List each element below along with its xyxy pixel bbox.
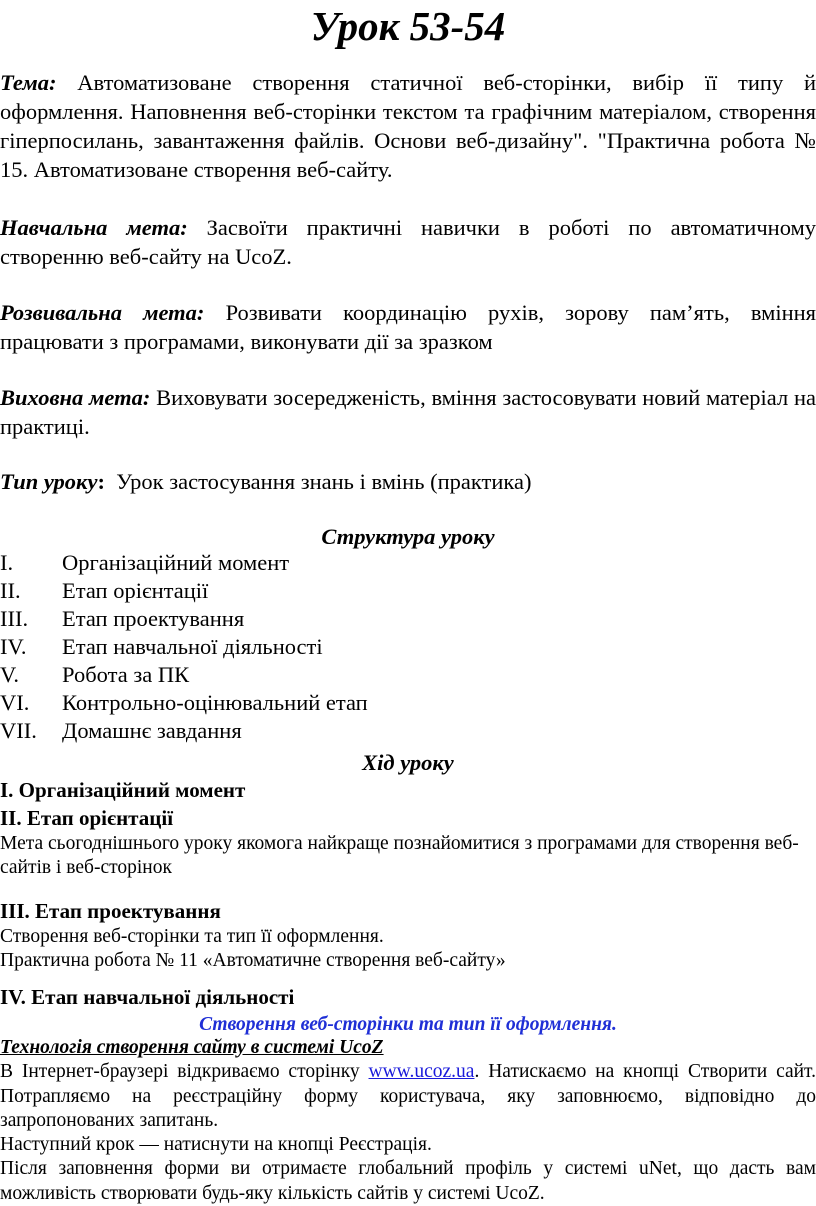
lesson-type-paragraph (0, 467, 816, 496)
topic-label: Тема: (0, 70, 57, 95)
section-2-text: Мета сьогоднішнього уроку якомога найкраще познайомитися з програмами для створення веб-сайтів і веб-сторінок (0, 833, 799, 878)
list-item (0, 605, 368, 633)
list-item (0, 661, 368, 689)
section-4-paragraph-3: Після заповнення форми ви отримаєте глобальний профіль у системі uNet, що дасть вам можливість створювати будь-яку кількість сайтів у системі UcoZ. (0, 1158, 816, 1204)
list-item-text: Організаційний момент (62, 550, 290, 575)
list-item-number: IV. (0, 634, 27, 659)
topic-paragraph (0, 68, 816, 184)
list-item-text: Етап навчальної діяльності (62, 634, 323, 659)
section-3-line-1: Створення веб-сторінки та тип її оформлення. (0, 926, 384, 947)
topic-text: Автоматизоване створення статичної веб-сторінки, вибір її типу й оформлення. Наповнення веб-сторінки текстом та графічним матеріалом, створення гіперпосилань, завантаження файлів. Основи веб-дизайну". "Практична робота № 15. Автоматизоване створення веб-сайту. (0, 70, 816, 182)
upbringing-goal-text: Виховувати зосередженість, вміння застосовувати новий матеріал на практиці. (0, 385, 816, 439)
educational-goal-text: Засвоїти практичні навички в роботі по автоматичному створенню веб-сайту на UcoZ. (0, 215, 816, 269)
structure-heading: Структура уроку (321, 524, 495, 549)
developmental-goal-label: Розвивальна мета: (0, 300, 205, 325)
section-heading-1: І. Організаційний момент (0, 778, 246, 802)
list-item-text: Контрольно-оцінювальний етап (62, 690, 368, 715)
list-item-text: Етап орієнтації (62, 578, 209, 603)
section-3-line-2: Практична робота № 11 «Автоматичне створення веб-сайту» (0, 950, 506, 971)
list-item (0, 577, 368, 605)
paragraph-1-end: . Натискаємо на кнопці Створити сайт. Потрапляємо на реєстраційну форму користувача, яку заповнюємо, відповідно до запропонованих запитань. (0, 1061, 816, 1131)
list-item-number: VII. (0, 718, 37, 743)
section-4-paragraph-2: Наступний крок — натиснути на кнопці Реєстрація. (0, 1134, 432, 1155)
lesson-type-colon: : (97, 469, 105, 494)
section-heading-3: ІІІ. Етап проектування (0, 899, 221, 923)
list-item-number: V. (0, 662, 19, 687)
list-item-number: III. (0, 606, 29, 631)
paragraph-1-start: В Інтернет-браузері відкриваємо сторінку (0, 1061, 369, 1082)
lesson-type-text: Урок застосування знань і вмінь (практика) (116, 469, 532, 494)
list-item (0, 689, 368, 717)
list-item-number: VI. (0, 690, 30, 715)
list-item-number: I. (0, 550, 14, 575)
list-item-text: Домашнє завдання (62, 718, 242, 743)
list-item-number: II. (0, 578, 21, 603)
structure-list (0, 549, 368, 745)
section-heading-2: ІІ. Етап орієнтації (0, 806, 174, 830)
upbringing-goal-paragraph (0, 383, 816, 441)
developmental-goal-text: Розвивати координацію рухів, зорову пам’ять, вміння працювати з програмами, виконувати дії за зразком (0, 300, 816, 354)
list-item (0, 717, 368, 745)
section-heading-4: IV. Етап навчальної діяльності (0, 985, 295, 1009)
section-4-paragraph-1 (0, 1060, 816, 1134)
ucoz-link[interactable]: www.ucoz.ua (368, 1061, 475, 1082)
lesson-type-label: Тип уроку (0, 469, 98, 494)
list-item (0, 633, 368, 661)
lesson-progress-heading: Хід уроку (362, 750, 454, 775)
section-4-blue-subheading: Створення веб-сторінки та тип її оформлення. (199, 1014, 617, 1035)
lesson-title: Урок 53-54 (310, 3, 506, 49)
list-item-text: Етап проектування (62, 606, 245, 631)
upbringing-goal-label: Виховна мета: (0, 385, 151, 410)
developmental-goal-paragraph (0, 298, 816, 356)
educational-goal-label: Навчальна мета: (0, 215, 188, 240)
technology-heading: Технологія створення сайту в системі UcoZ (0, 1037, 384, 1058)
list-item-text: Робота за ПК (62, 662, 190, 687)
list-item (0, 549, 368, 577)
educational-goal-paragraph (0, 213, 816, 271)
